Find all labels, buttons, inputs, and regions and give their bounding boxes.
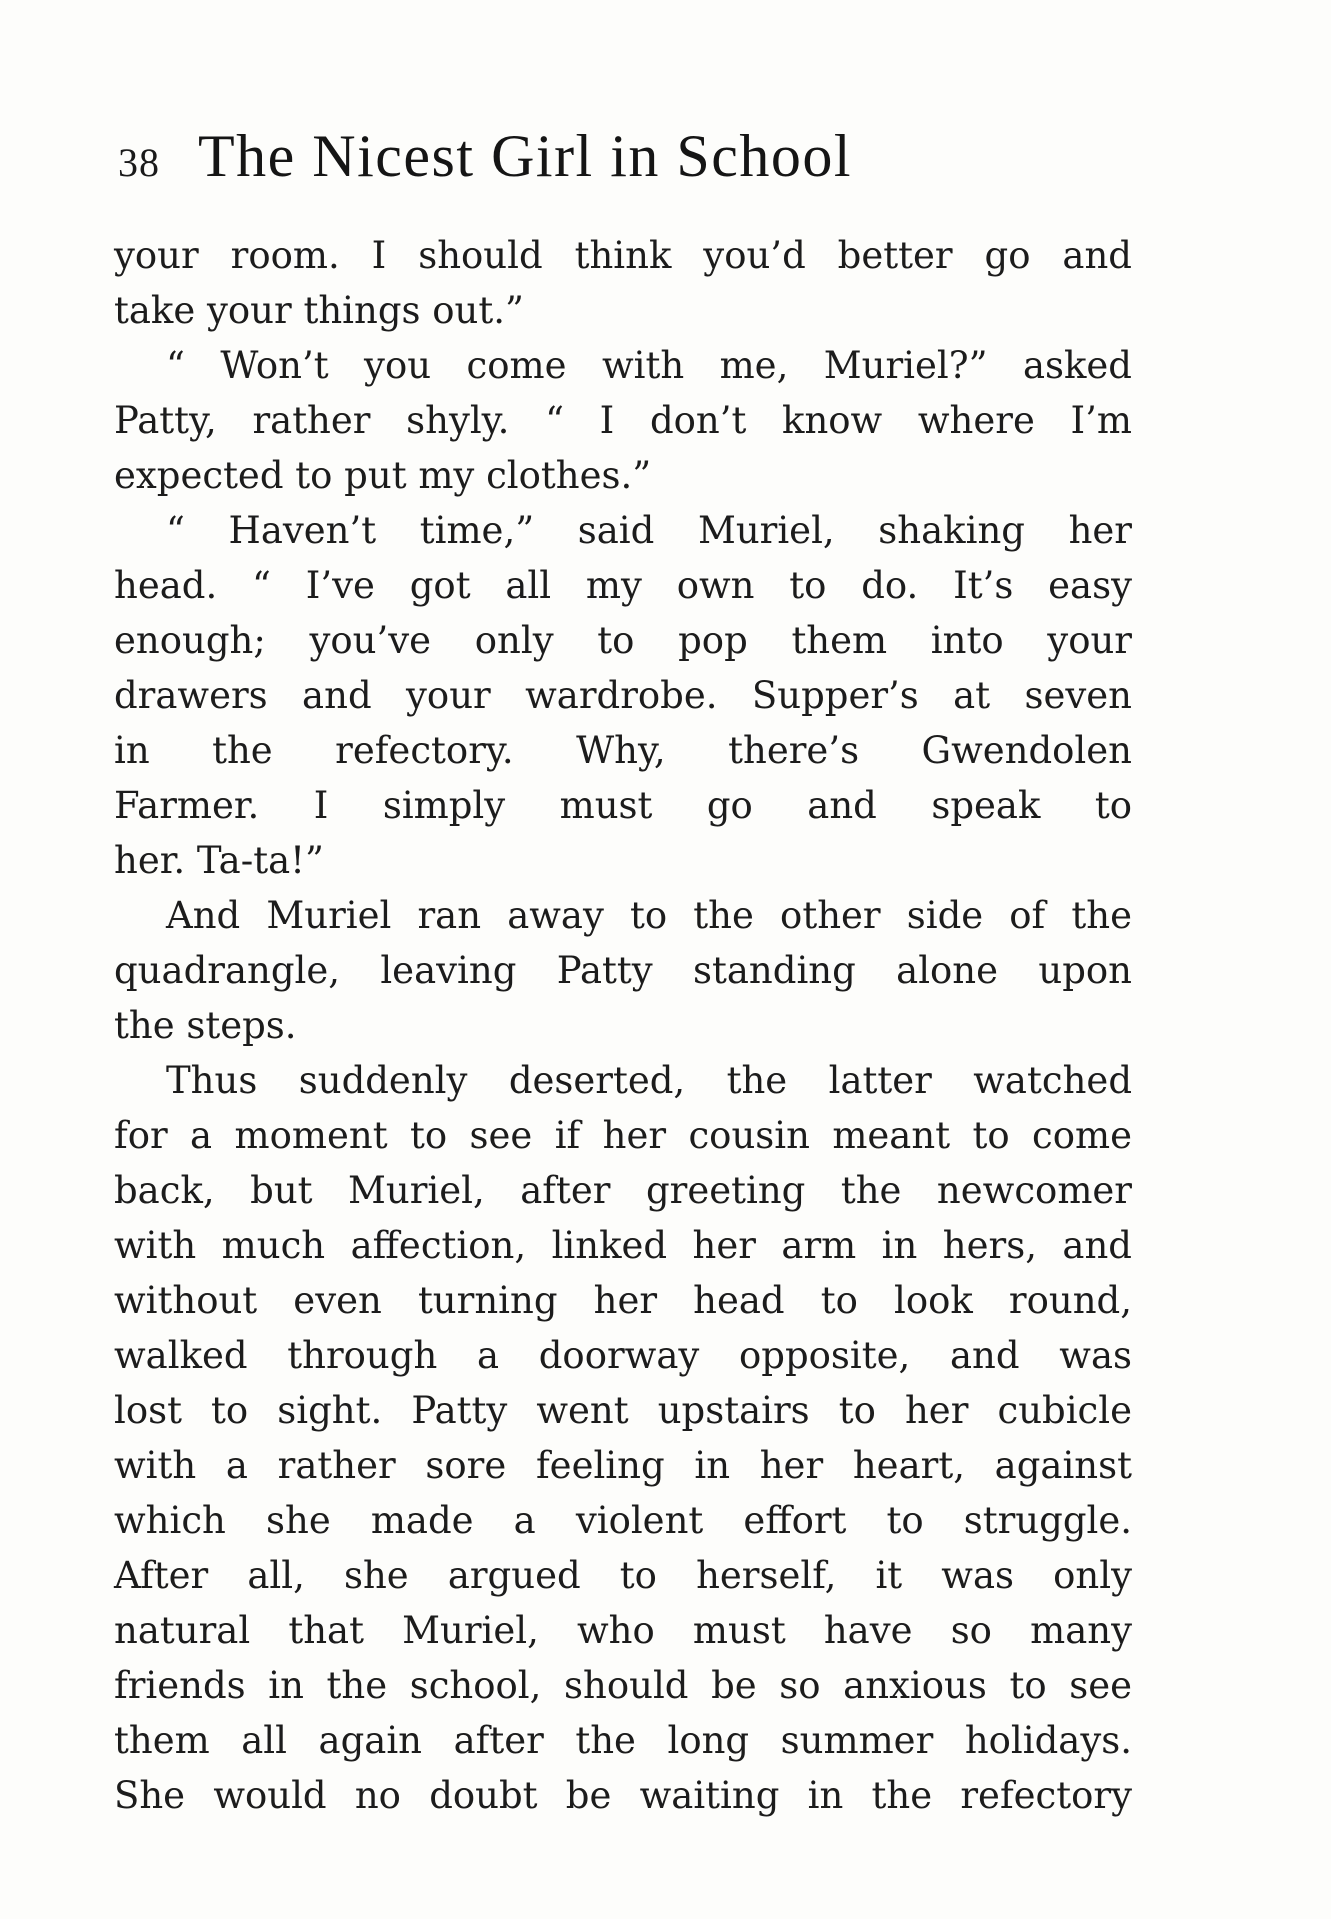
text-line: with much affection, linked her arm in hers, and bbox=[114, 1224, 1132, 1267]
page-header bbox=[118, 122, 1138, 202]
text-line: take your things out.” bbox=[114, 289, 524, 332]
text-line: expected to put my clothes.” bbox=[114, 454, 652, 497]
text-line: walked through a doorway opposite, and was bbox=[114, 1334, 1132, 1377]
text-line: her. Ta-ta!” bbox=[114, 839, 324, 882]
body-text bbox=[114, 228, 1132, 1823]
text-line: “ Won’t you come with me, Muriel?” asked bbox=[166, 344, 1132, 387]
text-line: quadrangle, leaving Patty standing alone upon bbox=[114, 949, 1132, 992]
text-line: drawers and your wardrobe. Supper’s at seven bbox=[114, 674, 1132, 717]
text-line: them all again after the long summer holidays. bbox=[114, 1719, 1132, 1762]
text-line: Patty, rather shyly. “ I don’t know where I’m bbox=[114, 399, 1132, 442]
text-line: Farmer. I simply must go and speak to bbox=[114, 784, 1132, 827]
text-line: friends in the school, should be so anxious to see bbox=[114, 1664, 1132, 1707]
text-line: And Muriel ran away to the other side of the bbox=[166, 894, 1132, 937]
text-line: which she made a violent effort to struggle. bbox=[114, 1499, 1132, 1542]
text-line: back, but Muriel, after greeting the newcomer bbox=[114, 1169, 1132, 1212]
text-line: in the refectory. Why, there’s Gwendolen bbox=[114, 729, 1132, 772]
text-line: She would no doubt be waiting in the refectory bbox=[114, 1774, 1132, 1817]
text-line: for a moment to see if her cousin meant to come bbox=[114, 1114, 1132, 1157]
text-line: “ Haven’t time,” said Muriel, shaking her bbox=[166, 509, 1132, 552]
text-line: Thus suddenly deserted, the latter watched bbox=[166, 1059, 1132, 1102]
text-line: lost to sight. Patty went upstairs to her cubicle bbox=[114, 1389, 1132, 1432]
text-line: After all, she argued to herself, it was only bbox=[114, 1554, 1132, 1597]
text-line: with a rather sore feeling in her heart, against bbox=[114, 1444, 1132, 1487]
text-line: enough; you’ve only to pop them into your bbox=[114, 619, 1132, 662]
text-line: the steps. bbox=[114, 1004, 297, 1047]
text-line: head. “ I’ve got all my own to do. It’s easy bbox=[114, 564, 1132, 607]
text-line: without even turning her head to look round, bbox=[114, 1279, 1132, 1322]
text-line: natural that Muriel, who must have so many bbox=[114, 1609, 1132, 1652]
text-line: your room. I should think you’d better go and bbox=[114, 234, 1132, 277]
page-number: 38 bbox=[118, 140, 160, 185]
running-title: The Nicest Girl in School bbox=[198, 123, 853, 189]
